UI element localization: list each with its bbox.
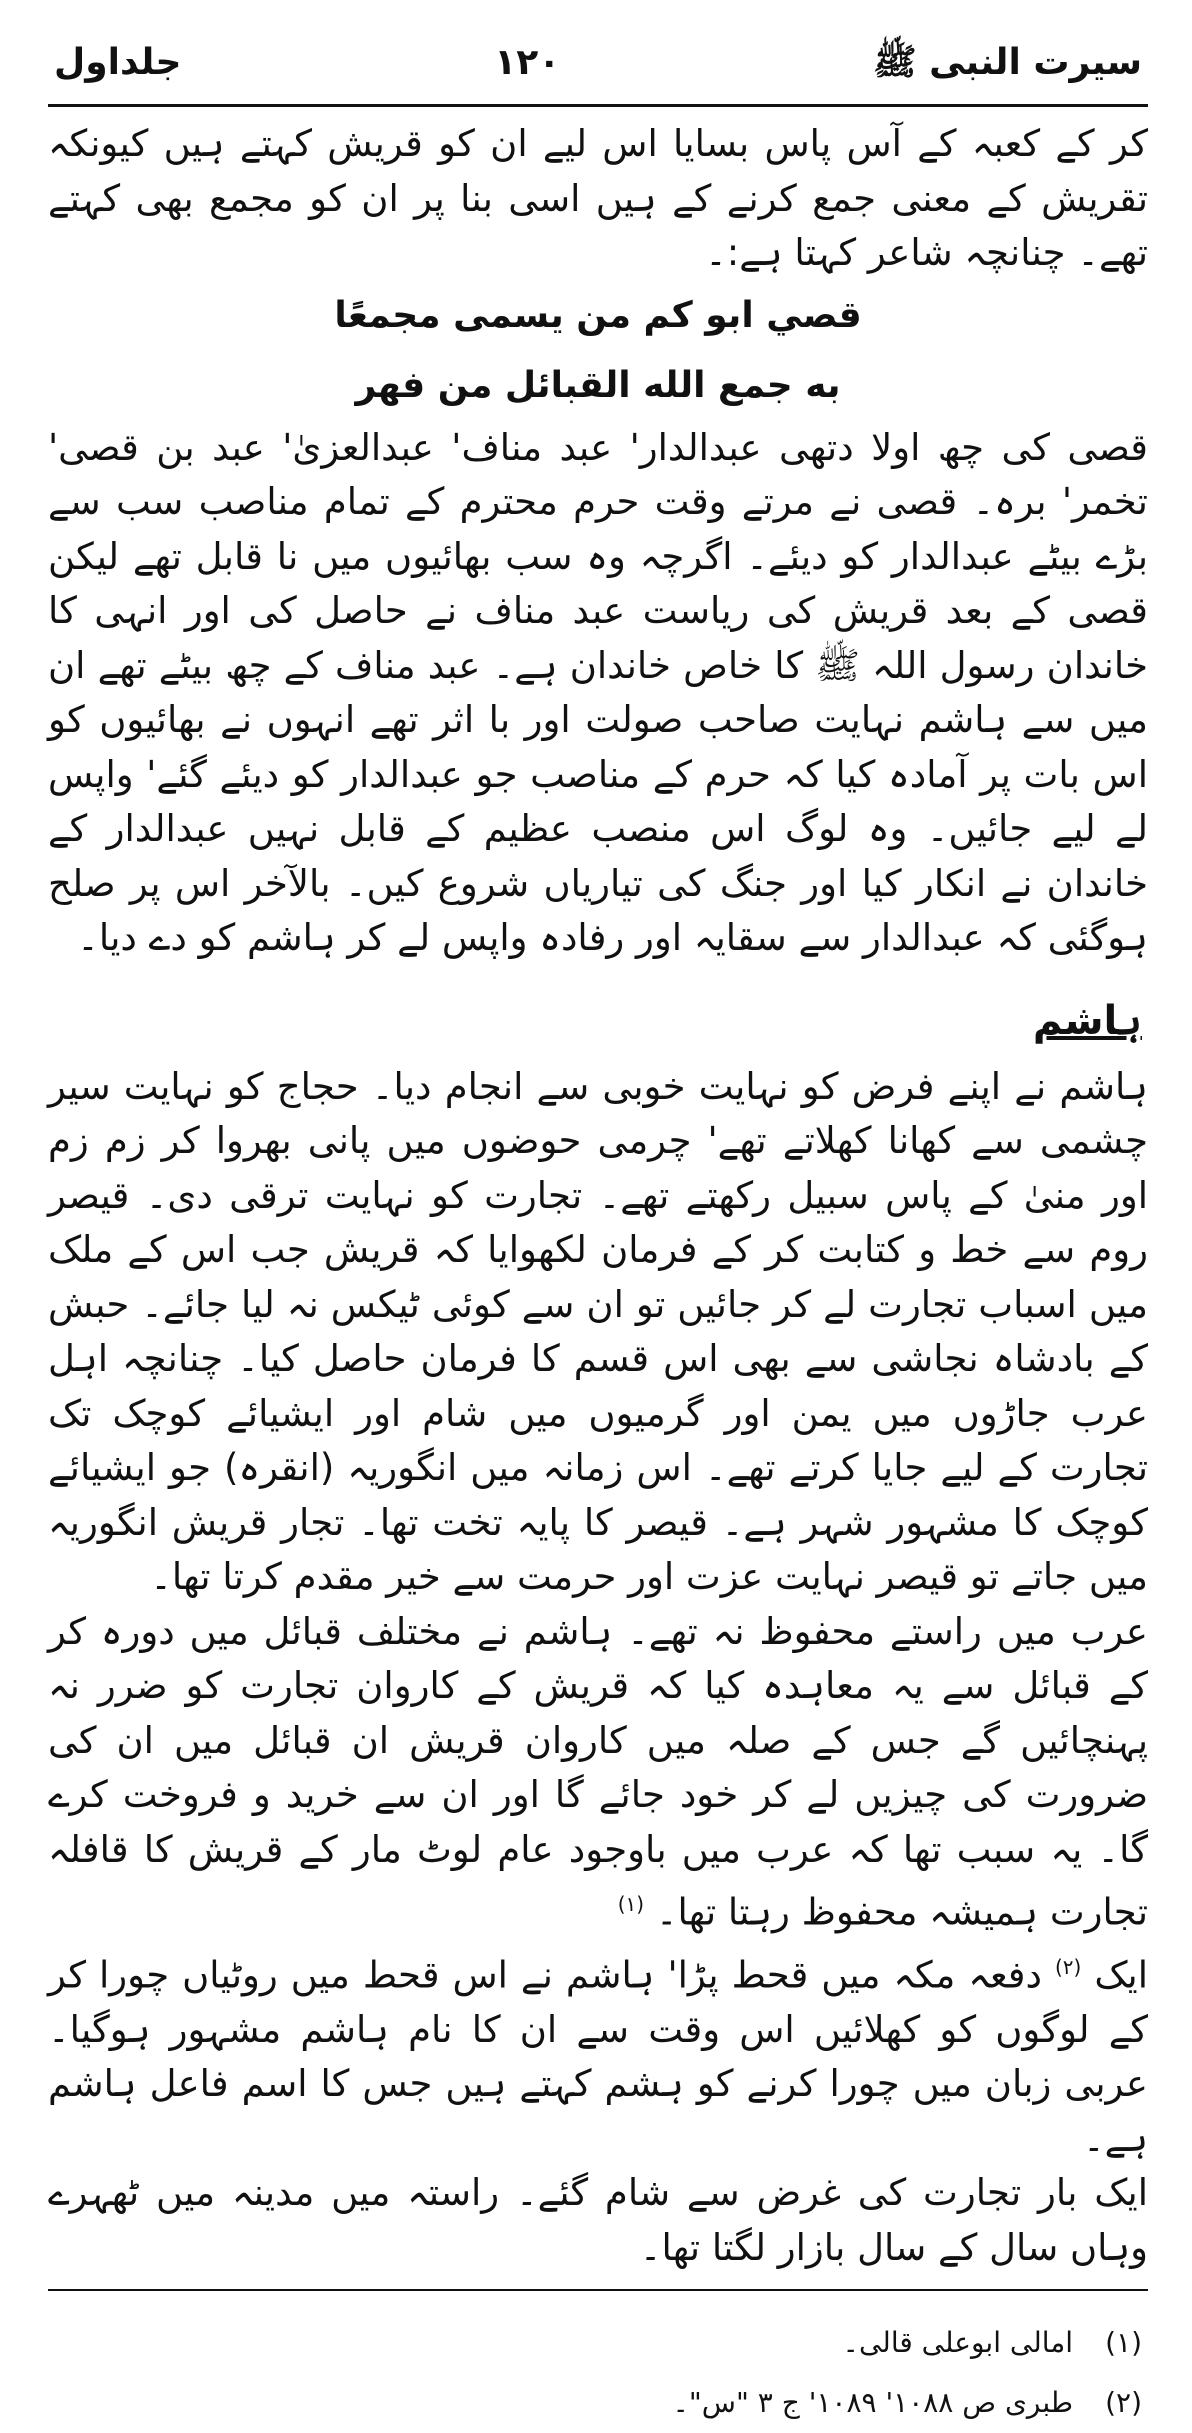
- footnote: [48, 2373, 1148, 2433]
- paragraph-2: قصی کی چھ اولا دتھی عبدالدار' عبد مناف' عبدالعزیٰ' عبد بن قصی' تخمر' برہ۔ قصی نے مرتے وقت حرم محترم کے تمام مناصب سب سے بڑے بیٹے عبدالدار کو دیئے۔ اگرچہ وہ سب بھائیوں میں نا قابل تھے لیکن قصی کے بعد قریش کی ریاست عبد مناف نے حاصل کی اور انہی کا خاندان رسول اللہ ﷺ کا خاص خاندان ہے۔ عبد مناف کے چھ بیٹے تھے ان میں سے ہاشم نہایت صاحب صولت اور با اثر تھے انہوں نے بھائیوں کو اس بات پر آمادہ کیا کہ حرم کے مناصب جو عبدالدار کو دیئے گئے' واپس لے لیے جائیں۔ وہ لوگ اس منصب عظیم کے قابل نہیں عبدالدار کے خاندان نے انکار کیا اور جنگ کی تیاریاں شروع کیں۔ بالآخر اس پر صلح ہوگئی کہ عبدالدار سے سقایہ اور رفادہ واپس لے کر ہاشم کو دے دیا۔: [48, 425, 1148, 959]
- section-heading: ہاشم: [1032, 997, 1142, 1044]
- paragraph-5-text: دفعہ مکہ میں قحط پڑا' ہاشم نے اس قحط میں روٹیاں چورا کر کے لوگوں کو کھلائیں اس وقت سے ان کا نام ہاشم مشہور ہوگیا۔ عربی زبان میں چورا کرنے کو ہشم کہتے ہیں جس کا اسم فاعل ہاشم ہے۔: [48, 1953, 1148, 2160]
- footnote-text: طبری ص ۱۰۸۸' ۱۰۸۹' ج ۳ "س"۔: [672, 2386, 1074, 2420]
- footnote-text: امالی ابوعلی قالی۔: [842, 2326, 1074, 2360]
- verse-line-1: قصي ابو کم من يسمی مجمعًا: [334, 294, 862, 336]
- footnote-number: (۲): [1105, 2386, 1142, 2420]
- page-number: ۱۲۰: [494, 42, 561, 83]
- paragraph-6: ایک بار تجارت کی غرض سے شام گئے۔ راستہ میں مدینہ میں ٹھہرے وہاں سال کے سال بازار لگتا تھا۔: [48, 2171, 1148, 2269]
- book-title: سیرت النبی ﷺ: [873, 42, 1142, 83]
- footnote-number: (۱): [1105, 2326, 1142, 2360]
- verse-line-2: به جمع الله القبائل من فهر: [355, 364, 841, 406]
- footnote-ref-1: (۱): [617, 1892, 645, 1916]
- paragraph-4: [48, 1605, 1148, 1940]
- paragraph-1: کر کے کعبہ کے آس پاس بسایا اس لیے ان کو قریش کہتے ہیں کیونکہ تقریش کے معنی جمع کرنے کے ہیں اسی بنا پر ان کو مجمع بھی کہتے تھے۔ چنانچہ شاعر کہتا ہے:۔: [48, 122, 1148, 274]
- header-rule: [48, 104, 1148, 107]
- volume-label: جلداول: [54, 42, 182, 83]
- paragraph-5-start: ایک: [1094, 1953, 1149, 1997]
- page-header: [48, 40, 1148, 100]
- footnote: [48, 2313, 1148, 2373]
- paragraph-4-text: عرب میں راستے محفوظ نہ تھے۔ ہاشم نے مختلف قبائل میں دورہ کر کے قبائل سے یہ معاہدہ کیا کہ قریش کے کاروان تجارت کو ضرر نہ پہنچائیں گے جس کے صلہ میں کاروان قریش ان قبائل میں ان کی ضرورت کی چیزیں لے کر خود جائے گا اور ان سے خرید و فروخت کرے گا۔ یہ سبب تھا کہ عرب میں باوجود عام لوٹ مار کے قریش کا قافلہ تجارت ہمیشہ محفوظ رہتا تھا۔: [48, 1609, 1148, 1934]
- paragraph-3: ہاشم نے اپنے فرض کو نہایت خوبی سے انجام دیا۔ حجاج کو نہایت سیر چشمی سے کھانا کھلاتے تھے' چرمی حوضوں میں پانی بھروا کر زم زم اور منیٰ کے پاس سبیل رکھتے تھے۔ تجارت کو نہایت ترقی دی۔ قیصر روم سے خط و کتابت کر کے فرمان لکھوایا کہ قریش جب اس کے ملک میں اسباب تجارت لے کر جائیں تو ان سے کوئی ٹیکس نہ لیا جائے۔ حبش کے بادشاہ نجاشی سے بھی اس قسم کا فرمان حاصل کیا۔ چنانچہ اہل عرب جاڑوں میں یمن اور گرمیوں میں شام اور ایشیائے کوچک تک تجارت کے لیے جایا کرتے تھے۔ اس زمانہ میں انگوریہ (انقرہ) جو ایشیائے کوچک کا مشہور شہر ہے۔ قیصر کا پایہ تخت تھا۔ تجار قریش انگوریہ میں جاتے تو قیصر نہایت عزت اور حرمت سے خیر مقدم کرتا تھا۔: [48, 1064, 1148, 1598]
- footnote-ref-2: (۲): [1054, 1954, 1082, 1979]
- page: [48, 40, 1148, 2433]
- paragraph-5: [48, 1940, 1148, 2166]
- footnote-rule: [48, 2289, 1148, 2291]
